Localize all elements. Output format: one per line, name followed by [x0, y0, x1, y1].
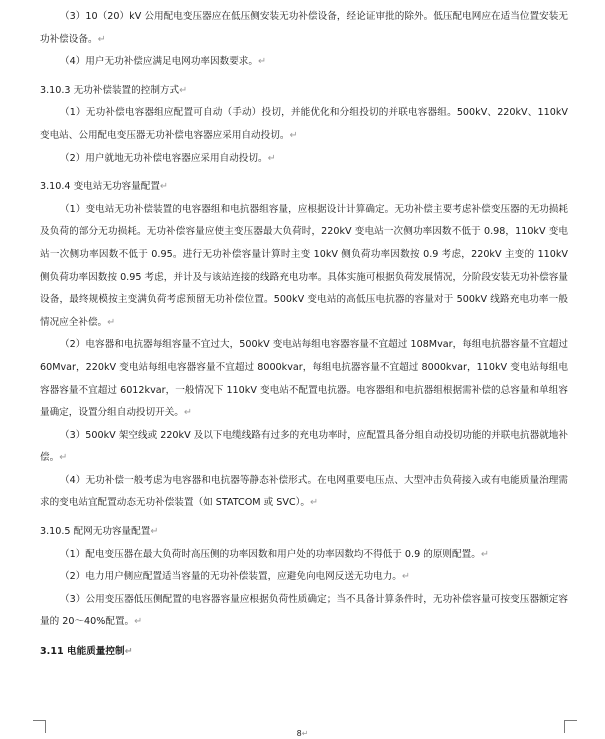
- paragraph-mark: ↵: [301, 729, 309, 738]
- paragraph-mark: ↵: [150, 526, 159, 538]
- paragraph: （2）电力用户侧应配置适当容量的无功补偿装置，应避免向电网反送无功电力。↵: [60, 571, 410, 583]
- paragraph: （2）用户就地无功补偿电容器应采用自动投切。↵: [60, 152, 276, 164]
- paragraph-mark: ↵: [124, 646, 133, 658]
- page-footer: [0, 729, 605, 738]
- paragraph: （1）变电站无功补偿装置的电容器组和电抗器组容量，应根据设计计算确定。无功补偿主要考虑补偿变压器的无功损耗及负荷的部分无功损耗。无功补偿容量应使主变压器最大负荷时，220kV 变电站一次侧功率因数不低于 0.98，110kV 变电站一次侧功率因数不低于 0.95。进行无功补偿容量计算时主变 10kV 侧负荷功率因数按 0.9 考虑，220kV 主变的 110kV 侧负荷功率因数按 0.95 考虑，并计及与该站连接的线路充电功率。具体实施可根据负荷发展情况，分阶段安装无功补偿容量设备，最终规模按主变满负荷考虑预留无功补偿位置。500kV 变电站的高低压电抗器的容量对于 500kV 线路充电功率一般情况应全补偿。↵: [40, 203, 568, 328]
- paragraph: （2）电容器和电抗器每组容量不宜过大，500kV 变电站每组电容器容量不宜超过 108Mvar，每组电抗器容量不宜超过 60Mvar，220kV 变电站每组电容器容量不宜超过 8000kvar，每组电抗器容量不宜超过 8000kvar，110kV 变电站每组电容器容量不宜超过 6012kvar，一般情况下 110kV 变电站不配置电抗器。电容器组和电抗器组根据需补偿的总容量和单组容量确定，设置分组自动投切开关。↵: [40, 339, 568, 419]
- section-heading: 3.10.4 变电站无功容量配置↵: [40, 181, 168, 193]
- paragraph-mark: ↵: [97, 33, 106, 45]
- paragraph-mark: ↵: [107, 316, 116, 328]
- paragraph-mark: ↵: [267, 152, 276, 164]
- document-body: [40, 6, 568, 664]
- section-heading: 3.10.3 无功补偿装置的控制方式↵: [40, 84, 188, 96]
- page-number: 8: [296, 729, 302, 738]
- paragraph-mark: ↵: [289, 129, 298, 141]
- chapter-heading: 3.11 电能质量控制↵: [40, 646, 133, 658]
- paragraph-mark: ↵: [183, 407, 192, 419]
- paragraph-mark: ↵: [159, 181, 168, 193]
- paragraph: （3）10（20）kV 公用配电变压器应在低压侧安装无功补偿设备，经论证审批的除外。低压配电网应在适当位置安装无功补偿设备。↵: [40, 11, 568, 45]
- paragraph-mark: ↵: [59, 452, 68, 464]
- paragraph-mark: ↵: [179, 84, 188, 96]
- paragraph: （3）公用变压器低压侧配置的电容器容量应根据负荷性质确定；当不具备计算条件时，无功补偿容量可按变压器额定容量的 20～40%配置。↵: [40, 593, 568, 628]
- paragraph-mark: ↵: [134, 616, 143, 628]
- paragraph: （1）无功补偿电容器组应配置可自动（手动）投切，并能优化和分组投切的并联电容器组。500kV、220kV、110kV 变电站、公用配电变压器无功补偿电容器应采用自动投切。↵: [40, 107, 568, 141]
- paragraph-mark: ↵: [310, 497, 319, 509]
- paragraph: （1）配电变压器在最大负荷时高压侧的功率因数和用户处的功率因数均不得低于 0.9 的原则配置。↵: [60, 548, 489, 560]
- paragraph: （4）无功补偿一般考虑为电容器和电抗器等静态补偿形式。在电网重要电压点、大型冲击负荷接入或有电能质量治理需求的变电站宜配置动态无功补偿装置（如 STATCOM 或 SVC）。↵: [40, 474, 568, 509]
- paragraph-mark: ↵: [257, 56, 267, 68]
- paragraph-mark: ↵: [480, 548, 489, 560]
- section-heading: 3.10.5 配网无功容量配置↵: [40, 526, 159, 538]
- paragraph: （4）用户无功补偿应满足电网功率因数要求。↵: [60, 56, 267, 68]
- paragraph: （3）500kV 架空线或 220kV 及以下电缆线路有过多的充电功率时，应配置具备分组自动投切功能的并联电抗器就地补偿。↵: [40, 429, 568, 464]
- paragraph-mark: ↵: [401, 571, 410, 583]
